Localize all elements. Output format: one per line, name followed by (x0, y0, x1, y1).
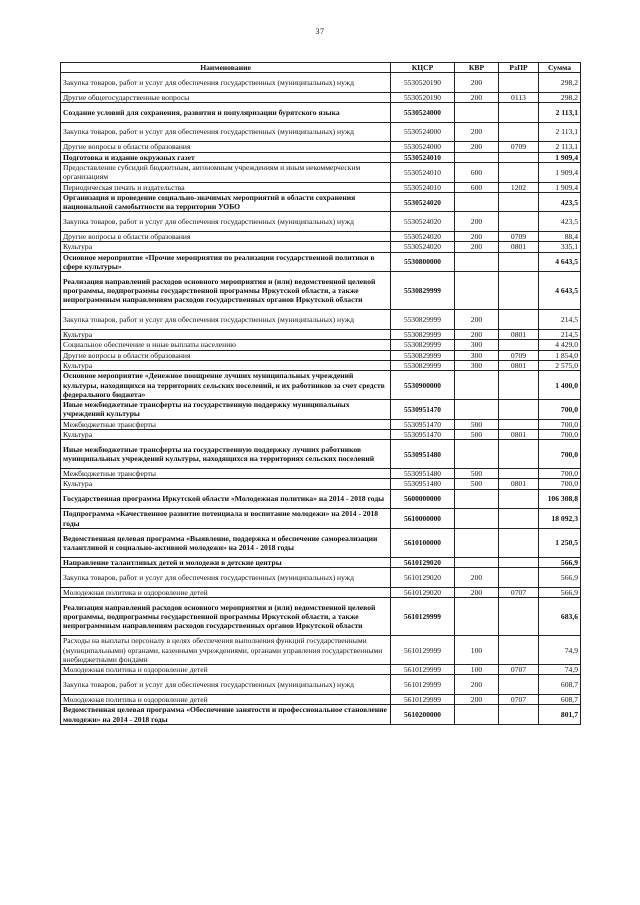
cell-name: Ведомственная целевая программа «Обеспечение занятости и профессиональное становление молодежи» на 2014 - 2018 годы (61, 705, 391, 725)
table-row (61, 568, 581, 588)
table-row (61, 182, 581, 192)
table-row (61, 340, 581, 350)
cell-rz (499, 509, 539, 529)
cell-sum: 700,0 (539, 400, 581, 420)
cell-sum: 1 250,5 (539, 528, 581, 557)
cell-code: 5530829999 (391, 360, 455, 370)
cell-kvr: 500 (455, 419, 499, 429)
cell-sum: 4 643,5 (539, 272, 581, 310)
cell-kvr: 200 (455, 568, 499, 588)
cell-name: Другие вопросы в области образования (61, 350, 391, 360)
cell-name: Молодежная политика и оздоровление детей (61, 695, 391, 705)
cell-kvr: 200 (455, 212, 499, 232)
header-name: Наименование (61, 63, 391, 73)
cell-sum: 74,9 (539, 665, 581, 675)
cell-sum: 106 308,8 (539, 489, 581, 509)
cell-code: 5530524010 (391, 152, 455, 162)
cell-kvr (455, 598, 499, 636)
cell-sum: 566,9 (539, 568, 581, 588)
cell-name: Создание условий для сохранения, развития и популяризации бурятского языка (61, 103, 391, 123)
cell-kvr: 200 (455, 587, 499, 597)
cell-kvr: 200 (455, 122, 499, 142)
cell-sum: 88,4 (539, 232, 581, 242)
header-sum: Сумма (539, 63, 581, 73)
cell-kvr (455, 400, 499, 420)
cell-code: 5530829999 (391, 310, 455, 330)
cell-rz: 0709 (499, 142, 539, 152)
cell-name: Другие вопросы в области образования (61, 232, 391, 242)
cell-kvr (455, 705, 499, 725)
table-row (61, 360, 581, 370)
cell-kvr: 200 (455, 142, 499, 152)
cell-sum: 700,0 (539, 440, 581, 469)
cell-code: 5530829999 (391, 330, 455, 340)
cell-sum: 608,7 (539, 675, 581, 695)
cell-name: Предоставление субсидий бюджетным, автономным учреждениям и иным некоммерческим организациям (61, 162, 391, 182)
cell-rz (499, 489, 539, 509)
cell-sum: 18 092,3 (539, 509, 581, 529)
cell-code: 5530951480 (391, 469, 455, 479)
cell-code: 5530524020 (391, 242, 455, 252)
cell-rz (499, 419, 539, 429)
cell-name: Закупка товаров, работ и услуг для обеспечения государственных (муниципальных) нужд (61, 122, 391, 142)
table-row (61, 272, 581, 310)
table-row (61, 310, 581, 330)
cell-rz: 0801 (499, 360, 539, 370)
cell-kvr (455, 152, 499, 162)
cell-sum: 1 854,0 (539, 350, 581, 360)
cell-rz (499, 528, 539, 557)
table-header-row (61, 63, 581, 73)
cell-kvr: 100 (455, 636, 499, 665)
cell-kvr: 300 (455, 340, 499, 350)
cell-code: 5530520190 (391, 92, 455, 102)
table-row (61, 162, 581, 182)
table-row (61, 92, 581, 102)
table-row (61, 350, 581, 360)
cell-name: Социальное обеспечение и иные выплаты населению (61, 340, 391, 350)
table-row (61, 73, 581, 93)
cell-rz (499, 557, 539, 567)
cell-name: Закупка товаров, работ и услуг для обеспечения государственных (муниципальных) нужд (61, 212, 391, 232)
cell-name: Закупка товаров, работ и услуг для обеспечения государственных (муниципальных) нужд (61, 675, 391, 695)
table-row (61, 479, 581, 489)
cell-kvr (455, 528, 499, 557)
table-row (61, 142, 581, 152)
cell-name: Закупка товаров, работ и услуг для обеспечения государственных (муниципальных) нужд (61, 310, 391, 330)
cell-kvr: 600 (455, 162, 499, 182)
cell-rz (499, 212, 539, 232)
cell-sum: 298,2 (539, 73, 581, 93)
cell-sum: 298,2 (539, 92, 581, 102)
cell-rz (499, 469, 539, 479)
cell-rz (499, 340, 539, 350)
page-number: 37 (315, 27, 325, 36)
cell-rz (499, 103, 539, 123)
cell-sum: 700,0 (539, 419, 581, 429)
table-row (61, 705, 581, 725)
cell-sum: 566,9 (539, 557, 581, 567)
cell-code: 5530829999 (391, 272, 455, 310)
cell-name: Ведомственная целевая программа «Выявление, поддержка и обеспечение самореализации талантливой и социально-активной молодежи» на 2014 - 2018 годы (61, 528, 391, 557)
cell-name: Закупка товаров, работ и услуг для обеспечения государственных (муниципальных) нужд (61, 73, 391, 93)
cell-code: 5530524020 (391, 232, 455, 242)
cell-code: 5530951470 (391, 419, 455, 429)
cell-kvr (455, 252, 499, 272)
cell-code: 5530829999 (391, 340, 455, 350)
cell-sum: 801,7 (539, 705, 581, 725)
cell-name: Основное мероприятие «Прочие мероприятия по реализации государственной политики в сфере культуры» (61, 252, 391, 272)
cell-code: 5530524010 (391, 162, 455, 182)
cell-name: Молодежная политика и оздоровление детей (61, 587, 391, 597)
cell-kvr: 300 (455, 350, 499, 360)
cell-rz (499, 400, 539, 420)
cell-code: 5610200000 (391, 705, 455, 725)
table-row (61, 695, 581, 705)
cell-name: Иные межбюджетные трансферты на государственную поддержку лучших работников муниципальных учреждений культуры, находящихся на территориях сельских поселений (61, 440, 391, 469)
cell-sum: 1 400,0 (539, 371, 581, 400)
cell-rz: 0801 (499, 330, 539, 340)
cell-kvr: 100 (455, 665, 499, 675)
cell-rz (499, 636, 539, 665)
cell-rz (499, 152, 539, 162)
table-row (61, 419, 581, 429)
table-row (61, 598, 581, 636)
cell-code: 5530951480 (391, 440, 455, 469)
cell-rz: 0707 (499, 587, 539, 597)
cell-sum: 1 909,4 (539, 162, 581, 182)
table-row (61, 489, 581, 509)
cell-kvr: 200 (455, 232, 499, 242)
cell-code: 5610000000 (391, 509, 455, 529)
cell-sum: 683,6 (539, 598, 581, 636)
cell-name: Другие общегосударственные вопросы (61, 92, 391, 102)
table-row (61, 675, 581, 695)
cell-rz (499, 122, 539, 142)
table-row (61, 371, 581, 400)
cell-rz (499, 310, 539, 330)
cell-kvr: 500 (455, 469, 499, 479)
cell-rz (499, 162, 539, 182)
cell-name: Закупка товаров, работ и услуг для обеспечения государственных (муниципальных) нужд (61, 568, 391, 588)
cell-name: Основное мероприятие «Денежное поощрение лучших муниципальных учреждений культуры, находящихся на территориях сельских поселений, и их работников за счет средств федерального бюджета» (61, 371, 391, 400)
cell-rz (499, 73, 539, 93)
cell-sum: 2 113,1 (539, 103, 581, 123)
cell-kvr: 200 (455, 330, 499, 340)
cell-code: 5530800000 (391, 252, 455, 272)
cell-kvr: 200 (455, 675, 499, 695)
cell-name: Межбюджетные трансферты (61, 469, 391, 479)
budget-table (60, 62, 581, 725)
cell-code: 5530951470 (391, 400, 455, 420)
cell-code: 5610129020 (391, 557, 455, 567)
cell-kvr: 500 (455, 429, 499, 439)
cell-name: Культура (61, 360, 391, 370)
cell-code: 5530524000 (391, 142, 455, 152)
table-row (61, 122, 581, 142)
cell-sum: 700,0 (539, 429, 581, 439)
cell-rz (499, 252, 539, 272)
cell-rz (499, 705, 539, 725)
cell-rz: 0709 (499, 232, 539, 242)
cell-sum: 423,5 (539, 212, 581, 232)
cell-rz (499, 272, 539, 310)
cell-code: 5530520190 (391, 73, 455, 93)
cell-rz: 0707 (499, 695, 539, 705)
cell-sum: 700,0 (539, 469, 581, 479)
cell-rz (499, 192, 539, 212)
cell-code: 5610129020 (391, 568, 455, 588)
cell-kvr: 200 (455, 73, 499, 93)
cell-name: Направление талантливых детей и молодежи в детские центры (61, 557, 391, 567)
table-row (61, 242, 581, 252)
table-row (61, 557, 581, 567)
cell-kvr (455, 272, 499, 310)
cell-code: 5610129999 (391, 665, 455, 675)
cell-kvr: 200 (455, 695, 499, 705)
table-row (61, 330, 581, 340)
cell-rz (499, 440, 539, 469)
table-row (61, 509, 581, 529)
cell-code: 5530524000 (391, 122, 455, 142)
table-row (61, 665, 581, 675)
table-row (61, 400, 581, 420)
cell-kvr: 500 (455, 479, 499, 489)
cell-name: Расходы на выплаты персоналу в целях обеспечения выполнения функций государственными (муниципальными) органами, казенными учреждениями, органами управления государственными внебюджетными фондами (61, 636, 391, 665)
cell-kvr (455, 371, 499, 400)
cell-code: 5610129999 (391, 695, 455, 705)
cell-sum: 4 643,5 (539, 252, 581, 272)
cell-name: Реализация направлений расходов основного мероприятия и (или) ведомственной целевой программы, подпрограммы государственной программы Иркутской области, а также непрограммным направлениям расходов государственных органов Иркутской области (61, 272, 391, 310)
cell-rz: 0801 (499, 429, 539, 439)
cell-kvr (455, 489, 499, 509)
cell-code: 5530829999 (391, 350, 455, 360)
cell-code: 5600000000 (391, 489, 455, 509)
cell-rz (499, 598, 539, 636)
cell-kvr (455, 440, 499, 469)
table-row (61, 212, 581, 232)
cell-kvr: 600 (455, 182, 499, 192)
table-row (61, 636, 581, 665)
cell-name: Культура (61, 479, 391, 489)
cell-kvr (455, 557, 499, 567)
cell-code: 5530900000 (391, 371, 455, 400)
table-row (61, 440, 581, 469)
cell-sum: 2 113,1 (539, 142, 581, 152)
cell-code: 5530524020 (391, 212, 455, 232)
cell-sum: 608,7 (539, 695, 581, 705)
cell-name: Культура (61, 429, 391, 439)
cell-sum: 566,9 (539, 587, 581, 597)
cell-code: 5610100000 (391, 528, 455, 557)
table-row (61, 192, 581, 212)
cell-code: 5530951470 (391, 429, 455, 439)
cell-name: Молодежная политика и оздоровление детей (61, 665, 391, 675)
table-row (61, 103, 581, 123)
table-row (61, 252, 581, 272)
cell-rz: 0801 (499, 242, 539, 252)
cell-rz (499, 568, 539, 588)
cell-name: Подготовка и издание окружных газет (61, 152, 391, 162)
cell-name: Периодическая печать и издательства (61, 182, 391, 192)
cell-name: Подпрограмма «Качественное развитие потенциала и воспитание молодежи» на 2014 - 2018 годы (61, 509, 391, 529)
cell-kvr (455, 509, 499, 529)
table-row (61, 429, 581, 439)
cell-rz: 1202 (499, 182, 539, 192)
cell-rz: 0707 (499, 665, 539, 675)
cell-sum: 2 575,0 (539, 360, 581, 370)
cell-name: Культура (61, 330, 391, 340)
cell-rz (499, 675, 539, 695)
cell-kvr (455, 192, 499, 212)
cell-kvr: 200 (455, 310, 499, 330)
table-row (61, 469, 581, 479)
cell-sum: 2 113,1 (539, 122, 581, 142)
cell-name: Культура (61, 242, 391, 252)
cell-name: Иные межбюджетные трансферты на государственную поддержку муниципальных учреждений культуры (61, 400, 391, 420)
cell-code: 5610129020 (391, 587, 455, 597)
cell-sum: 1 909,4 (539, 182, 581, 192)
table-row (61, 152, 581, 162)
cell-name: Реализация направлений расходов основного мероприятия и (или) ведомственной целевой программы, подпрограммы государственной программы Иркутской области, а также непрограммным направлениям расходов государственных органов Иркутской области (61, 598, 391, 636)
cell-code: 5610129999 (391, 636, 455, 665)
cell-kvr: 200 (455, 92, 499, 102)
cell-sum: 423,5 (539, 192, 581, 212)
cell-code: 5610129999 (391, 598, 455, 636)
cell-kvr (455, 103, 499, 123)
cell-rz: 0709 (499, 350, 539, 360)
cell-rz: 0801 (499, 479, 539, 489)
cell-sum: 4 429,0 (539, 340, 581, 350)
cell-code: 5530524000 (391, 103, 455, 123)
header-code: КЦСР (391, 63, 455, 73)
table-body (61, 73, 581, 725)
cell-kvr: 200 (455, 242, 499, 252)
header-kvr: КВР (455, 63, 499, 73)
cell-code: 5530951480 (391, 479, 455, 489)
cell-sum: 74,9 (539, 636, 581, 665)
cell-rz: 0113 (499, 92, 539, 102)
cell-name: Межбюджетные трансферты (61, 419, 391, 429)
cell-name: Другие вопросы в области образования (61, 142, 391, 152)
cell-sum: 335,1 (539, 242, 581, 252)
cell-sum: 214,5 (539, 330, 581, 340)
header-rz: РзПР (499, 63, 539, 73)
table-row (61, 232, 581, 242)
cell-rz (499, 371, 539, 400)
table-row (61, 528, 581, 557)
cell-code: 5530524010 (391, 182, 455, 192)
cell-sum: 214,5 (539, 310, 581, 330)
cell-sum: 1 909,4 (539, 152, 581, 162)
cell-sum: 700,0 (539, 479, 581, 489)
cell-kvr: 300 (455, 360, 499, 370)
cell-name: Государственная программа Иркутской области «Молодежная политика» на 2014 - 2018 годы (61, 489, 391, 509)
table-row (61, 587, 581, 597)
cell-code: 5530524020 (391, 192, 455, 212)
cell-code: 5610129999 (391, 675, 455, 695)
cell-name: Организация и проведение социально-значимых мероприятий в области сохранения национальной самобытности на территории УОБО (61, 192, 391, 212)
